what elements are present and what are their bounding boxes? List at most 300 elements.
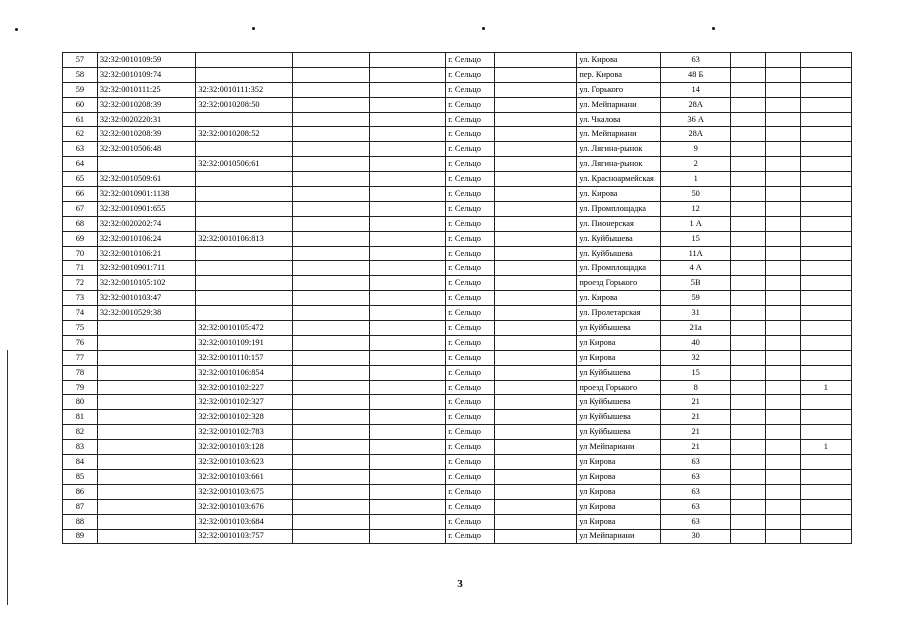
table-row	[63, 395, 852, 410]
count-cell	[800, 514, 851, 529]
empty-cell	[370, 484, 446, 499]
row-number-cell: 57	[63, 53, 98, 68]
house-number-cell: 1 А	[661, 216, 731, 231]
city-cell: г. Сельцо	[446, 261, 495, 276]
empty-cell	[731, 380, 766, 395]
row-number-cell: 82	[63, 425, 98, 440]
empty-cell	[765, 410, 800, 425]
empty-cell	[765, 157, 800, 172]
empty-cell	[370, 53, 446, 68]
empty-cell	[370, 82, 446, 97]
empty-cell	[292, 157, 370, 172]
cadastral-number-cell	[97, 365, 195, 380]
row-number-cell: 65	[63, 172, 98, 187]
street-cell: ул Куйбышева	[577, 395, 661, 410]
cadastral-number-alt-cell: 32:32:0010103:675	[196, 484, 292, 499]
house-number-cell: 5В	[661, 276, 731, 291]
empty-cell	[370, 365, 446, 380]
cadastral-number-cell: 32:32:0010109:59	[97, 53, 195, 68]
cadastral-number-cell	[97, 529, 195, 544]
street-cell: проезд Горького	[577, 276, 661, 291]
empty-cell	[765, 53, 800, 68]
empty-cell	[292, 350, 370, 365]
empty-cell	[495, 469, 577, 484]
city-cell: г. Сельцо	[446, 172, 495, 187]
empty-cell	[765, 291, 800, 306]
city-cell: г. Сельцо	[446, 455, 495, 470]
empty-cell	[731, 97, 766, 112]
house-number-cell: 59	[661, 291, 731, 306]
empty-cell	[731, 246, 766, 261]
table-row	[63, 261, 852, 276]
city-cell: г. Сельцо	[446, 231, 495, 246]
count-cell	[800, 142, 851, 157]
city-cell: г. Сельцо	[446, 395, 495, 410]
cadastral-number-cell: 32:32:0010901:1138	[97, 187, 195, 202]
cadastral-number-alt-cell: 32:32:0010208:52	[196, 127, 292, 142]
empty-cell	[495, 276, 577, 291]
city-cell: г. Сельцо	[446, 410, 495, 425]
empty-cell	[370, 529, 446, 544]
empty-cell	[495, 365, 577, 380]
row-number-cell: 59	[63, 82, 98, 97]
empty-cell	[292, 231, 370, 246]
empty-cell	[731, 261, 766, 276]
city-cell: г. Сельцо	[446, 306, 495, 321]
table-row	[63, 291, 852, 306]
empty-cell	[495, 157, 577, 172]
cadastral-number-cell: 32:32:0010111:25	[97, 82, 195, 97]
cadastral-number-alt-cell: 32:32:0010506:61	[196, 157, 292, 172]
empty-cell	[765, 484, 800, 499]
empty-cell	[495, 231, 577, 246]
cadastral-number-cell	[97, 455, 195, 470]
empty-cell	[292, 53, 370, 68]
count-cell	[800, 365, 851, 380]
empty-cell	[765, 97, 800, 112]
house-number-cell: 30	[661, 529, 731, 544]
count-cell	[800, 455, 851, 470]
empty-cell	[765, 350, 800, 365]
street-cell: ул. Пролетарская	[577, 306, 661, 321]
house-number-cell: 9	[661, 142, 731, 157]
street-cell: ул Куйбышева	[577, 365, 661, 380]
empty-cell	[731, 321, 766, 336]
street-cell: ул. Красноармейская	[577, 172, 661, 187]
count-cell	[800, 276, 851, 291]
empty-cell	[765, 335, 800, 350]
row-number-cell: 66	[63, 187, 98, 202]
cadastral-number-cell: 32:32:0020202:74	[97, 216, 195, 231]
table-row	[63, 321, 852, 336]
street-cell: ул Мейпариани	[577, 440, 661, 455]
empty-cell	[495, 335, 577, 350]
row-number-cell: 77	[63, 350, 98, 365]
row-number-cell: 62	[63, 127, 98, 142]
count-cell	[800, 335, 851, 350]
empty-cell	[292, 276, 370, 291]
count-cell	[800, 410, 851, 425]
cadastral-number-alt-cell	[196, 172, 292, 187]
cadastral-number-cell	[97, 425, 195, 440]
city-cell: г. Сельцо	[446, 365, 495, 380]
city-cell: г. Сельцо	[446, 529, 495, 544]
city-cell: г. Сельцо	[446, 157, 495, 172]
empty-cell	[370, 380, 446, 395]
row-number-cell: 70	[63, 246, 98, 261]
city-cell: г. Сельцо	[446, 97, 495, 112]
empty-cell	[370, 231, 446, 246]
empty-cell	[292, 440, 370, 455]
empty-cell	[292, 82, 370, 97]
cadastral-number-alt-cell: 32:32:0010111:352	[196, 82, 292, 97]
house-number-cell: 8	[661, 380, 731, 395]
count-cell	[800, 469, 851, 484]
street-cell: ул. Кирова	[577, 187, 661, 202]
house-number-cell: 21	[661, 425, 731, 440]
empty-cell	[292, 291, 370, 306]
cadastral-number-cell: 32:32:0010509:61	[97, 172, 195, 187]
city-cell: г. Сельцо	[446, 112, 495, 127]
city-cell: г. Сельцо	[446, 514, 495, 529]
scan-speck	[252, 27, 255, 30]
empty-cell	[765, 231, 800, 246]
row-number-cell: 84	[63, 455, 98, 470]
count-cell	[800, 127, 851, 142]
count-cell	[800, 187, 851, 202]
house-number-cell: 2	[661, 157, 731, 172]
cadastral-number-cell	[97, 469, 195, 484]
empty-cell	[495, 425, 577, 440]
empty-cell	[731, 201, 766, 216]
empty-cell	[765, 365, 800, 380]
cadastral-number-cell: 32:32:0010529:38	[97, 306, 195, 321]
table-row	[63, 172, 852, 187]
street-cell: ул. Мейпариани	[577, 97, 661, 112]
table-row	[63, 306, 852, 321]
house-number-cell: 63	[661, 455, 731, 470]
empty-cell	[292, 261, 370, 276]
empty-cell	[731, 67, 766, 82]
count-cell	[800, 172, 851, 187]
empty-cell	[370, 514, 446, 529]
cadastral-number-cell: 32:32:0010901:711	[97, 261, 195, 276]
cadastral-number-alt-cell: 32:32:0010102:783	[196, 425, 292, 440]
row-number-cell: 73	[63, 291, 98, 306]
house-number-cell: 31	[661, 306, 731, 321]
house-number-cell: 21	[661, 395, 731, 410]
empty-cell	[731, 425, 766, 440]
count-cell	[800, 484, 851, 499]
count-cell	[800, 157, 851, 172]
table-row	[63, 67, 852, 82]
empty-cell	[765, 216, 800, 231]
table-row	[63, 514, 852, 529]
cadastral-number-alt-cell: 32:32:0010208:50	[196, 97, 292, 112]
empty-cell	[765, 469, 800, 484]
empty-cell	[370, 142, 446, 157]
city-cell: г. Сельцо	[446, 291, 495, 306]
empty-cell	[370, 261, 446, 276]
house-number-cell: 63	[661, 484, 731, 499]
empty-cell	[495, 246, 577, 261]
empty-cell	[495, 455, 577, 470]
house-number-cell: 40	[661, 335, 731, 350]
street-cell: ул. Горького	[577, 82, 661, 97]
count-cell	[800, 306, 851, 321]
empty-cell	[370, 469, 446, 484]
street-cell: ул. Промплощадка	[577, 261, 661, 276]
empty-cell	[765, 380, 800, 395]
street-cell: ул. Пионерская	[577, 216, 661, 231]
cadastral-number-alt-cell	[196, 53, 292, 68]
cadastral-number-alt-cell: 32:32:0010103:128	[196, 440, 292, 455]
empty-cell	[495, 187, 577, 202]
empty-cell	[731, 440, 766, 455]
city-cell: г. Сельцо	[446, 440, 495, 455]
cadastral-number-alt-cell: 32:32:0010102:328	[196, 410, 292, 425]
cadastral-number-alt-cell	[196, 261, 292, 276]
empty-cell	[731, 82, 766, 97]
empty-cell	[765, 440, 800, 455]
row-number-cell: 75	[63, 321, 98, 336]
table-row	[63, 455, 852, 470]
city-cell: г. Сельцо	[446, 246, 495, 261]
table-row	[63, 440, 852, 455]
row-number-cell: 60	[63, 97, 98, 112]
cadastral-number-alt-cell: 32:32:0010106:813	[196, 231, 292, 246]
house-number-cell: 14	[661, 82, 731, 97]
street-cell: ул Кирова	[577, 455, 661, 470]
empty-cell	[731, 350, 766, 365]
count-cell	[800, 499, 851, 514]
scan-edge-line	[7, 350, 8, 605]
empty-cell	[731, 365, 766, 380]
city-cell: г. Сельцо	[446, 499, 495, 514]
house-number-cell: 1	[661, 172, 731, 187]
cadastral-number-cell	[97, 484, 195, 499]
street-cell: проезд Горького	[577, 380, 661, 395]
empty-cell	[292, 514, 370, 529]
cadastral-number-alt-cell: 32:32:0010105:472	[196, 321, 292, 336]
cadastral-number-cell: 32:32:0020220:31	[97, 112, 195, 127]
street-cell: ул Куйбышева	[577, 425, 661, 440]
house-number-cell: 11А	[661, 246, 731, 261]
empty-cell	[370, 276, 446, 291]
empty-cell	[731, 172, 766, 187]
empty-cell	[731, 469, 766, 484]
street-cell: ул Мейпариани	[577, 529, 661, 544]
count-cell: 1	[800, 440, 851, 455]
cadastral-number-cell: 32:32:0010106:24	[97, 231, 195, 246]
empty-cell	[731, 529, 766, 544]
house-number-cell: 28А	[661, 97, 731, 112]
cadastral-number-cell	[97, 350, 195, 365]
count-cell	[800, 112, 851, 127]
empty-cell	[370, 127, 446, 142]
row-number-cell: 58	[63, 67, 98, 82]
street-cell: ул. Промплощадка	[577, 201, 661, 216]
scan-speck	[712, 27, 715, 30]
empty-cell	[765, 395, 800, 410]
row-number-cell: 83	[63, 440, 98, 455]
table-row	[63, 82, 852, 97]
empty-cell	[292, 335, 370, 350]
row-number-cell: 78	[63, 365, 98, 380]
house-number-cell: 15	[661, 365, 731, 380]
cadastral-number-alt-cell	[196, 291, 292, 306]
count-cell	[800, 231, 851, 246]
street-cell: ул. Чкалова	[577, 112, 661, 127]
empty-cell	[370, 499, 446, 514]
row-number-cell: 71	[63, 261, 98, 276]
empty-cell	[292, 127, 370, 142]
row-number-cell: 63	[63, 142, 98, 157]
street-cell: ул Кирова	[577, 499, 661, 514]
empty-cell	[292, 484, 370, 499]
house-number-cell: 15	[661, 231, 731, 246]
cadastral-number-cell	[97, 321, 195, 336]
count-cell	[800, 261, 851, 276]
empty-cell	[731, 142, 766, 157]
cadastral-number-alt-cell: 32:32:0010103:661	[196, 469, 292, 484]
empty-cell	[292, 380, 370, 395]
street-cell: ул Куйбышева	[577, 321, 661, 336]
cadastral-number-cell	[97, 499, 195, 514]
empty-cell	[292, 455, 370, 470]
row-number-cell: 86	[63, 484, 98, 499]
empty-cell	[370, 410, 446, 425]
cadastral-number-cell	[97, 335, 195, 350]
count-cell	[800, 216, 851, 231]
empty-cell	[292, 187, 370, 202]
empty-cell	[495, 67, 577, 82]
empty-cell	[292, 172, 370, 187]
table-row	[63, 216, 852, 231]
cadastral-number-cell: 32:32:0010901:655	[97, 201, 195, 216]
cadastral-number-cell: 32:32:0010109:74	[97, 67, 195, 82]
street-cell: ул. Куйбышева	[577, 246, 661, 261]
empty-cell	[765, 425, 800, 440]
empty-cell	[370, 395, 446, 410]
empty-cell	[292, 306, 370, 321]
empty-cell	[292, 410, 370, 425]
cadastral-number-alt-cell	[196, 276, 292, 291]
empty-cell	[495, 321, 577, 336]
empty-cell	[495, 97, 577, 112]
house-number-cell: 28А	[661, 127, 731, 142]
empty-cell	[765, 529, 800, 544]
city-cell: г. Сельцо	[446, 380, 495, 395]
empty-cell	[731, 499, 766, 514]
table-row	[63, 142, 852, 157]
street-cell: ул Кирова	[577, 335, 661, 350]
city-cell: г. Сельцо	[446, 276, 495, 291]
register-table	[62, 52, 852, 544]
count-cell: 1	[800, 380, 851, 395]
row-number-cell: 85	[63, 469, 98, 484]
empty-cell	[495, 216, 577, 231]
empty-cell	[765, 276, 800, 291]
row-number-cell: 69	[63, 231, 98, 246]
empty-cell	[731, 53, 766, 68]
row-number-cell: 61	[63, 112, 98, 127]
row-number-cell: 72	[63, 276, 98, 291]
cadastral-number-alt-cell	[196, 187, 292, 202]
cadastral-number-cell	[97, 395, 195, 410]
empty-cell	[292, 112, 370, 127]
empty-cell	[292, 321, 370, 336]
table-row	[63, 187, 852, 202]
row-number-cell: 81	[63, 410, 98, 425]
count-cell	[800, 529, 851, 544]
city-cell: г. Сельцо	[446, 321, 495, 336]
table-row	[63, 380, 852, 395]
table-row	[63, 276, 852, 291]
table-row	[63, 365, 852, 380]
count-cell	[800, 425, 851, 440]
empty-cell	[495, 514, 577, 529]
street-cell: ул. Лягина-рынок	[577, 142, 661, 157]
empty-cell	[370, 291, 446, 306]
cadastral-number-alt-cell: 32:32:0010102:227	[196, 380, 292, 395]
street-cell: ул. Кирова	[577, 53, 661, 68]
row-number-cell: 64	[63, 157, 98, 172]
table-row	[63, 246, 852, 261]
empty-cell	[495, 484, 577, 499]
page-number: 3	[457, 578, 463, 590]
empty-cell	[370, 440, 446, 455]
empty-cell	[765, 201, 800, 216]
empty-cell	[370, 246, 446, 261]
cadastral-number-alt-cell: 32:32:0010103:684	[196, 514, 292, 529]
empty-cell	[495, 53, 577, 68]
cadastral-number-alt-cell: 32:32:0010103:623	[196, 455, 292, 470]
city-cell: г. Сельцо	[446, 187, 495, 202]
city-cell: г. Сельцо	[446, 484, 495, 499]
cadastral-number-cell: 32:32:0010106:21	[97, 246, 195, 261]
empty-cell	[370, 187, 446, 202]
cadastral-number-alt-cell	[196, 142, 292, 157]
table-row	[63, 157, 852, 172]
house-number-cell: 21	[661, 410, 731, 425]
empty-cell	[731, 127, 766, 142]
count-cell	[800, 350, 851, 365]
empty-cell	[765, 261, 800, 276]
table-row	[63, 231, 852, 246]
empty-cell	[370, 97, 446, 112]
empty-cell	[292, 365, 370, 380]
cadastral-number-alt-cell	[196, 112, 292, 127]
empty-cell	[495, 261, 577, 276]
row-number-cell: 67	[63, 201, 98, 216]
empty-cell	[765, 67, 800, 82]
empty-cell	[495, 112, 577, 127]
empty-cell	[495, 172, 577, 187]
row-number-cell: 80	[63, 395, 98, 410]
table-row	[63, 53, 852, 68]
street-cell: пер. Кирова	[577, 67, 661, 82]
cadastral-number-alt-cell: 32:32:0010106:854	[196, 365, 292, 380]
street-cell: ул Кирова	[577, 469, 661, 484]
house-number-cell: 63	[661, 469, 731, 484]
empty-cell	[731, 455, 766, 470]
empty-cell	[292, 97, 370, 112]
city-cell: г. Сельцо	[446, 335, 495, 350]
house-number-cell: 21а	[661, 321, 731, 336]
empty-cell	[495, 440, 577, 455]
empty-cell	[731, 395, 766, 410]
